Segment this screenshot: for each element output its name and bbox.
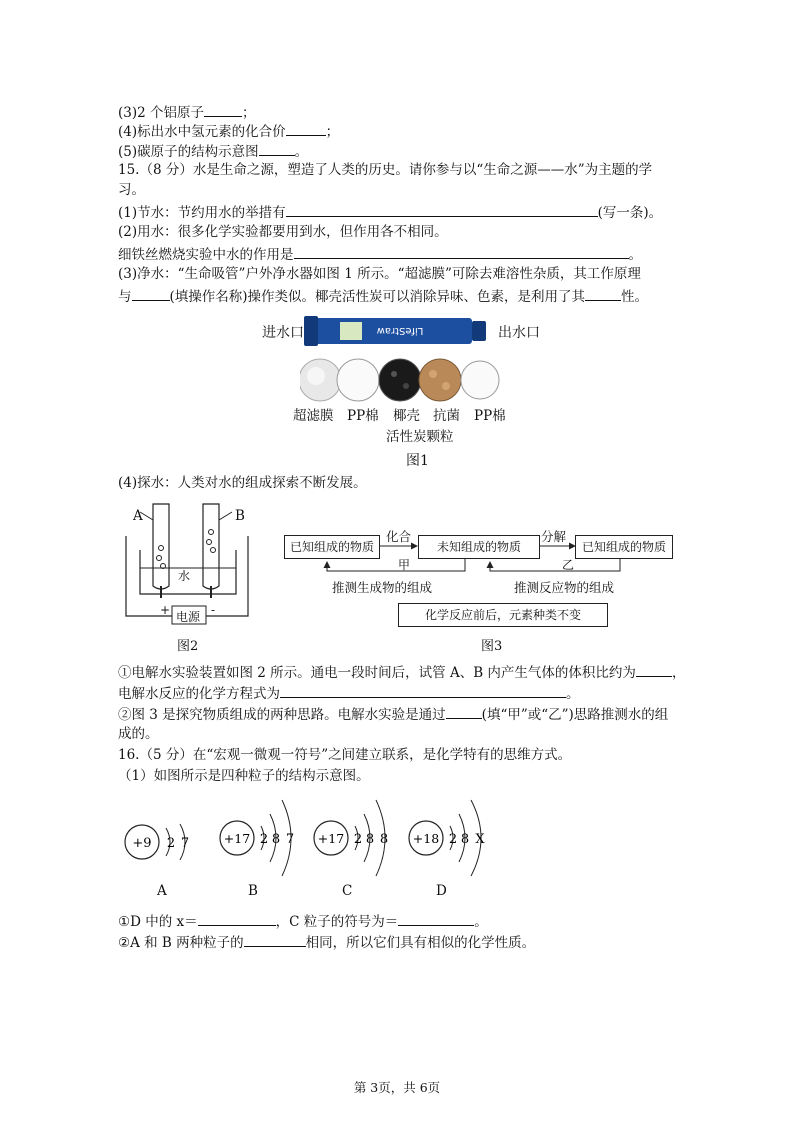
- shell-electrons: 8: [271, 832, 281, 847]
- shell-electrons: 8: [379, 832, 389, 847]
- text: 。: [294, 144, 309, 160]
- disc-highlight: [307, 367, 325, 385]
- tube-b-label: B: [235, 508, 245, 524]
- particle-c-diagram: [312, 792, 402, 878]
- infer-products-label: 推测生成物的组成: [332, 580, 433, 595]
- answer-blank[interactable]: [286, 121, 326, 136]
- answer-blank[interactable]: [636, 662, 672, 677]
- carbon-grain: [391, 371, 397, 377]
- particle-d-label: D: [436, 883, 447, 899]
- answer-blank[interactable]: [446, 704, 482, 719]
- infer-reactants-label: 推测反应物的组成: [514, 580, 615, 595]
- q15-intro-2: 习。: [118, 182, 145, 198]
- text: (5)碳原子的结构示意图: [118, 144, 259, 160]
- q15-4-2b: 成的。: [118, 726, 159, 742]
- particle-a-label: A: [157, 883, 167, 899]
- pointer-b: [219, 512, 232, 520]
- text: (4)标出水中氢元素的化合价: [118, 124, 286, 140]
- pp-cotton-disc-1: [337, 359, 379, 401]
- shell-electrons: 2: [448, 832, 458, 847]
- text: 。: [628, 247, 642, 263]
- power-label: 电源: [176, 610, 201, 624]
- text: ②A 和 B 两种粒子的: [118, 935, 244, 951]
- answer-blank[interactable]: [259, 141, 295, 156]
- water-label: 水: [178, 569, 191, 583]
- q16-part-1: （1）如图所示是四种粒子的结构示意图。: [118, 768, 370, 784]
- answer-blank[interactable]: [132, 286, 170, 301]
- path-label-yi: 乙: [562, 558, 575, 572]
- outlet-label: 出水口: [498, 325, 540, 341]
- tube-a-label: A: [133, 508, 143, 524]
- shell-electrons: 2: [259, 832, 269, 847]
- granule: [429, 370, 437, 378]
- nucleus-charge: +9: [132, 836, 152, 851]
- text: 相同，所以它们具有相似的化学性质。: [305, 935, 536, 951]
- q16-1-2: [118, 932, 535, 952]
- figure-2-caption: 图2: [177, 639, 199, 654]
- q15-part-3b: [118, 286, 648, 306]
- q14-line-5: [118, 141, 308, 161]
- bubble: [157, 556, 162, 561]
- layer-label-3: 椰壳: [393, 408, 420, 424]
- q15-part-3: (3)净水：“生命吸管”户外净水器如图 1 所示。“超滤膜”可除去难溶性杂质，其工作原理: [118, 266, 641, 282]
- layer-label-1: 超滤膜: [293, 408, 334, 424]
- q15-part-2: (2)用水：很多化学实验都要用到水，但作用各不相同。: [118, 224, 448, 240]
- shell-electrons: 7: [285, 832, 295, 847]
- layer-label-2: PP棉: [347, 408, 379, 424]
- text: (1)节水：节约用水的举措有: [118, 205, 286, 221]
- test-tube-a: [153, 504, 169, 589]
- arrow-label-combine: 化合: [386, 529, 412, 544]
- q14-line-3: [118, 102, 256, 122]
- answer-blank[interactable]: [286, 202, 598, 217]
- nucleus-charge: +18: [412, 831, 440, 846]
- text: 电解水反应的化学方程式为: [118, 686, 280, 702]
- granule: [442, 382, 450, 390]
- text: ，C 粒子的符号为＝: [275, 914, 399, 930]
- straw-cap-outlet: [472, 321, 486, 341]
- text: (3)2 个铝原子: [118, 105, 205, 121]
- answer-blank[interactable]: [398, 911, 474, 926]
- q15-part-4: (4)探水：人类对水的组成探索不断发展。: [118, 475, 367, 491]
- q15-part-1: [118, 202, 662, 222]
- unknown-substance-box: 未知组成的物质: [418, 535, 540, 559]
- q16-intro: 16.（5 分）在“宏观一微观一符号”之间建立联系，是化学特有的思维方式。: [118, 747, 572, 763]
- nucleus-charge: +17: [317, 831, 345, 846]
- test-tube-b: [203, 504, 219, 589]
- layer-label-3b: 活性炭颗粒: [386, 429, 454, 445]
- text: ①D 中的 x＝: [118, 914, 198, 930]
- answer-blank[interactable]: [294, 244, 629, 259]
- answer-blank[interactable]: [244, 932, 306, 947]
- text: 。: [474, 914, 488, 930]
- coconut-carbon-disc: [379, 359, 421, 401]
- text: 与: [118, 289, 132, 305]
- bubble: [209, 530, 214, 535]
- text: ，: [671, 665, 686, 681]
- page-footer: 第 3页，共 6页: [353, 1080, 441, 1095]
- arrow-label-decompose: 分解: [541, 529, 567, 544]
- inlet-label: 进水口: [262, 325, 304, 341]
- answer-blank[interactable]: [585, 286, 621, 301]
- shell-electrons: 7: [180, 836, 190, 851]
- text: (填“甲”或“乙”)思路推测水的组: [481, 707, 669, 723]
- q15-intro: 15.（8 分）水是生命之源，塑造了人类的历史。请你参与以“生命之源——水”为主题的学: [118, 162, 653, 178]
- particle-b-diagram: [218, 792, 308, 878]
- path-label-jia: 甲: [398, 558, 411, 572]
- figure-1-caption: 图1: [406, 453, 429, 469]
- particle-c-label: C: [342, 883, 353, 899]
- bubble: [211, 548, 216, 553]
- text: ①电解水实验装置如图 2 所示。通电一段时间后，试管 A、B 内产生气体的体积比约为: [118, 665, 636, 681]
- nucleus-charge: +17: [223, 831, 251, 846]
- particle-a-diagram: [122, 812, 202, 872]
- figure-3-caption: 图3: [481, 639, 503, 654]
- layer-label-5: PP棉: [474, 408, 506, 424]
- shell-electrons: 8: [365, 832, 375, 847]
- bubble: [207, 540, 212, 545]
- q16-1-1: [118, 911, 488, 931]
- q15-4-2: [118, 704, 668, 724]
- path-yi: [490, 558, 620, 571]
- shell-electrons: X: [475, 832, 485, 847]
- known-substance-box-1: 已知组成的物质: [284, 535, 380, 559]
- path-jia: [327, 558, 465, 571]
- text: ；: [242, 105, 256, 121]
- text: ②图 3 是探究物质组成的两种思路。电解水实验是通过: [118, 707, 446, 723]
- q15-4-1b: [118, 683, 580, 703]
- text: 细铁丝燃烧实验中水的作用是: [118, 247, 294, 263]
- straw-brand-text: LifeStraw: [376, 325, 424, 336]
- shell-electrons: 2: [353, 832, 363, 847]
- answer-blank[interactable]: [198, 911, 276, 926]
- text: 性。: [621, 289, 649, 305]
- positive-sign: +: [160, 603, 171, 617]
- text: 。: [566, 686, 580, 702]
- text: (写一条)。: [597, 205, 663, 221]
- particle-d-diagram: [407, 792, 499, 878]
- antibacterial-disc: [419, 359, 461, 401]
- layer-label-4: 抗菌: [433, 408, 460, 424]
- q14-line-4: [118, 121, 339, 141]
- bubble: [159, 546, 164, 551]
- answer-blank[interactable]: [204, 102, 242, 117]
- pp-cotton-disc-2: [461, 361, 499, 399]
- q15-4-1: [118, 662, 685, 682]
- straw-logo: [340, 322, 362, 340]
- answer-blank[interactable]: [280, 683, 566, 698]
- particle-b-label: B: [248, 883, 258, 899]
- text: ；: [325, 124, 340, 140]
- carbon-grain: [403, 383, 409, 389]
- shell-electrons: 8: [460, 832, 470, 847]
- shell-electrons: 2: [166, 836, 176, 851]
- principle-box: 化学反应前后，元素种类不变: [398, 603, 608, 627]
- negative-sign: -: [211, 603, 216, 617]
- straw-cap-inlet: [304, 316, 318, 346]
- text: (填操作名称)操作类似。椰壳活性炭可以消除异味、色素，是利用了其: [169, 289, 586, 305]
- q15-part-2b: [118, 244, 642, 264]
- known-substance-box-3: 已知组成的物质: [575, 535, 673, 559]
